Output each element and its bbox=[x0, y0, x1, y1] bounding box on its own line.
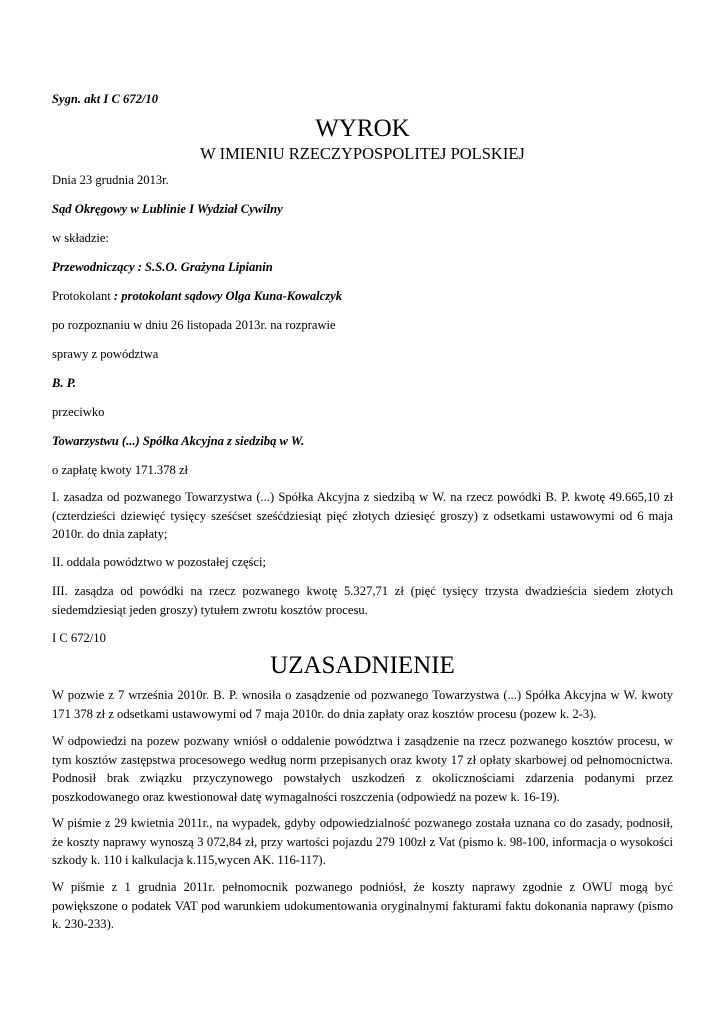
justification-paragraph: W piśmie z 1 grudnia 2011r. pełnomocnik pozwanego podniósł, że koszty naprawy zgodnie z OWU mogą być powiększone o podatek VAT pod warunkiem udokumentowania oryginalnymi fakturami faktu dokonania naprawy (pismo k. 230-233). bbox=[52, 880, 673, 931]
ruling-point-1: I. zasadza od pozwanego Towarzystwa (...) Spółka Akcyjna z siedzibą w W. na rzecz powódki B. P. kwotę 49.665,10 zł (czterdzieści dziewięć tysięcy sześćset sześćdziesiąt pięć złotych dziesięć groszy) z odsetkami ustawowymi od 6 maja 2010r. do dnia zapłaty; bbox=[52, 490, 673, 541]
judgment-date: Dnia 23 grudnia 2013r. bbox=[52, 173, 169, 187]
presiding-judge: Przewodniczący : S.S.O. Grażyna Lipianin bbox=[52, 260, 273, 274]
judgment-subtitle: W IMIENIU RZECZYPOSPOLITEJ POLSKIEJ bbox=[200, 144, 525, 163]
clerk-name: : protokolant sądowy Olga Kuna-Kowalczyk bbox=[113, 289, 343, 303]
justification-paragraph: W odpowiedzi na pozew pozwany wniósł o oddalenie powództwa i zasądzenie na rzecz pozwanego kosztów procesu, w tym kosztów zastępstwa procesowego według norm przepisanych oraz kwoty 17 zł opłaty skarbowej od pełnomocnictwa. Podnosił brak związku przyczynowego powstałych uszkodzeń z okolicznościami zdarzenia podanymi przez poszkodowanego oraz kwestionował datę wymagalności roszczenia (odpowiedź na pozew k. 16-19). bbox=[52, 734, 673, 804]
defendant-name: Towarzystwu (...) Spółka Akcyjna z siedzibą w W. bbox=[52, 434, 305, 448]
ruling-point-3: III. zasądza od powódki na rzecz pozwanego kwotę 5.327,71 zł (pięć tysięcy trzysta dwadzieścia siedem złotych siedemdziesiąt jeden groszy) tytułem zwrotu kosztów procesu. bbox=[52, 584, 673, 617]
case-signature: Sygn. akt I C 672/10 bbox=[52, 92, 159, 106]
against-label: przeciwko bbox=[52, 405, 105, 419]
court-name: Sąd Okręgowy w Lublinie I Wydział Cywilny bbox=[52, 202, 283, 216]
justification-title: UZASADNIENIE bbox=[270, 652, 455, 679]
justification-case-ref: I C 672/10 bbox=[52, 631, 106, 645]
composition-label: w składzie: bbox=[52, 231, 110, 245]
ruling-point-2: II. oddala powództwo w pozostałej części; bbox=[52, 555, 267, 569]
case-type: sprawy z powództwa bbox=[52, 347, 159, 361]
clerk-label: Protokolant bbox=[52, 289, 114, 303]
claim-amount: o zapłatę kwoty 171.378 zł bbox=[52, 463, 189, 477]
plaintiff-name: B. P. bbox=[52, 376, 76, 390]
clerk-line bbox=[52, 288, 342, 304]
justification-paragraph: W pozwie z 7 września 2010r. B. P. wnosiła o zasądzenie od pozwanego Towarzystwa (...) Spółka Akcyjna w W. kwoty 171 378 zł z odsetkami ustawowymi od 7 maja 2010r. do dnia zapłaty oraz kosztów procesu (pozew k. 2-3). bbox=[52, 688, 673, 721]
justification-paragraph: W piśmie z 29 kwietnia 2011r., na wypadek, gdyby odpowiedzialność pozwanego została uznana co do zasady, podnosił, że koszty naprawy wynoszą 3 072,84 zł, przy wartości pojazdu 279 100zł z Vat (pismo k. 98-100, informacja o wysokości szkody k. 110 i kalkulacja k.115,wycen AK. 116-117). bbox=[52, 816, 673, 867]
judgment-title: WYROK bbox=[315, 115, 410, 142]
hearing-info: po rozpoznaniu w dniu 26 listopada 2013r. na rozprawie bbox=[52, 318, 336, 332]
